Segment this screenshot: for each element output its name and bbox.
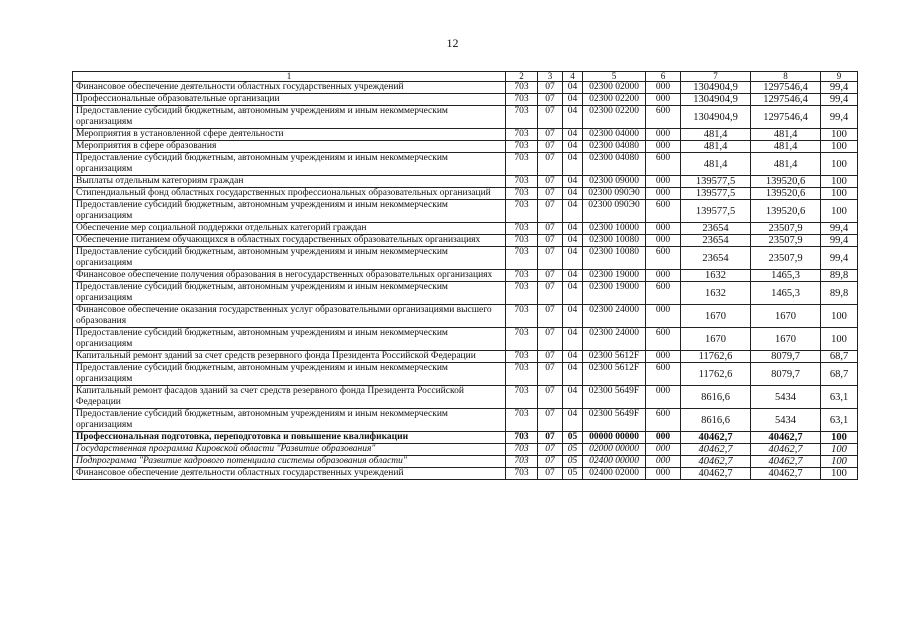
row-target-cell: 02300 5612F [583, 363, 646, 386]
row-expense-type-cell: 600 [646, 282, 681, 305]
row-planned-cell: 11762,6 [681, 351, 751, 363]
row-planned-cell: 40462,7 [681, 456, 751, 468]
table-row [73, 223, 858, 235]
row-section-cell: 07 [538, 409, 563, 432]
row-expense-type-cell: 600 [646, 153, 681, 176]
table-row [73, 328, 858, 351]
row-subsection-cell: 04 [563, 223, 583, 235]
table-row [73, 468, 858, 480]
row-subsection-cell: 04 [563, 270, 583, 282]
row-target-cell: 02000 00000 [583, 444, 646, 456]
row-section-cell: 07 [538, 129, 563, 141]
row-target-cell: 02300 5649F [583, 409, 646, 432]
row-target-cell: 02300 19000 [583, 270, 646, 282]
row-code-cell: 703 [506, 305, 538, 328]
row-section-cell: 07 [538, 270, 563, 282]
row-section-cell: 07 [538, 456, 563, 468]
row-planned-cell: 1670 [681, 305, 751, 328]
row-subsection-cell: 04 [563, 141, 583, 153]
row-planned-cell: 23654 [681, 235, 751, 247]
row-target-cell: 02300 02000 [583, 82, 646, 94]
row-executed-cell: 481,4 [751, 153, 821, 176]
table-row [73, 188, 858, 200]
row-section-cell: 07 [538, 351, 563, 363]
row-code-cell: 703 [506, 141, 538, 153]
table-row [73, 94, 858, 106]
row-percent-cell: 63,1 [821, 409, 858, 432]
row-code-cell: 703 [506, 106, 538, 129]
row-executed-cell: 40462,7 [751, 444, 821, 456]
row-planned-cell: 481,4 [681, 141, 751, 153]
header-cell: 3 [538, 72, 563, 82]
row-target-cell: 02300 5649F [583, 386, 646, 409]
row-planned-cell: 1304904,9 [681, 82, 751, 94]
row-section-cell: 07 [538, 153, 563, 176]
row-percent-cell: 100 [821, 141, 858, 153]
row-percent-cell: 100 [821, 456, 858, 468]
row-name-cell: Выплаты отдельным категориям граждан [73, 176, 506, 188]
row-executed-cell: 8079,7 [751, 363, 821, 386]
row-executed-cell: 5434 [751, 386, 821, 409]
row-planned-cell: 1670 [681, 328, 751, 351]
row-target-cell: 02300 090Э0 [583, 200, 646, 223]
row-section-cell: 07 [538, 328, 563, 351]
row-name-cell: Предоставление субсидий бюджетным, автономным учреждениям и иным некоммерческим организациям [73, 409, 506, 432]
row-target-cell: 02300 10000 [583, 223, 646, 235]
row-executed-cell: 481,4 [751, 141, 821, 153]
row-executed-cell: 1465,3 [751, 270, 821, 282]
row-target-cell: 02400 00000 [583, 456, 646, 468]
row-expense-type-cell: 600 [646, 106, 681, 129]
row-target-cell: 02300 19000 [583, 282, 646, 305]
table-row [73, 409, 858, 432]
row-percent-cell: 100 [821, 176, 858, 188]
row-section-cell: 07 [538, 468, 563, 480]
row-expense-type-cell: 600 [646, 247, 681, 270]
row-name-cell: Стипендиальный фонд областных государственных профессиональных образовательных организаций [73, 188, 506, 200]
table-row [73, 200, 858, 223]
row-executed-cell: 5434 [751, 409, 821, 432]
row-code-cell: 703 [506, 363, 538, 386]
row-percent-cell: 99,4 [821, 235, 858, 247]
row-target-cell: 02300 10080 [583, 235, 646, 247]
table-row [73, 247, 858, 270]
row-subsection-cell: 04 [563, 363, 583, 386]
row-executed-cell: 139520,6 [751, 188, 821, 200]
row-expense-type-cell: 000 [646, 351, 681, 363]
row-code-cell: 703 [506, 351, 538, 363]
row-executed-cell: 139520,6 [751, 200, 821, 223]
header-cell: 8 [751, 72, 821, 82]
row-planned-cell: 23654 [681, 247, 751, 270]
row-target-cell: 02300 5612F [583, 351, 646, 363]
row-subsection-cell: 05 [563, 468, 583, 480]
row-target-cell: 02300 10080 [583, 247, 646, 270]
row-executed-cell: 1465,3 [751, 282, 821, 305]
row-subsection-cell: 04 [563, 106, 583, 129]
row-executed-cell: 23507,9 [751, 247, 821, 270]
table-row [73, 82, 858, 94]
row-section-cell: 07 [538, 223, 563, 235]
row-section-cell: 07 [538, 106, 563, 129]
row-percent-cell: 100 [821, 444, 858, 456]
header-cell: 2 [506, 72, 538, 82]
row-executed-cell: 23507,9 [751, 223, 821, 235]
header-cell: 9 [821, 72, 858, 82]
row-planned-cell: 481,4 [681, 129, 751, 141]
row-name-cell: Предоставление субсидий бюджетным, автономным учреждениям и иным некоммерческим организациям [73, 328, 506, 351]
row-expense-type-cell: 000 [646, 270, 681, 282]
row-planned-cell: 139577,5 [681, 200, 751, 223]
row-planned-cell: 139577,5 [681, 188, 751, 200]
row-executed-cell: 139520,6 [751, 176, 821, 188]
header-cell: 6 [646, 72, 681, 82]
table-row [73, 106, 858, 129]
row-planned-cell: 1304904,9 [681, 106, 751, 129]
row-executed-cell: 40462,7 [751, 468, 821, 480]
row-percent-cell: 100 [821, 328, 858, 351]
row-expense-type-cell: 000 [646, 129, 681, 141]
row-expense-type-cell: 000 [646, 223, 681, 235]
row-expense-type-cell: 000 [646, 82, 681, 94]
table-row [73, 363, 858, 386]
header-cell: 4 [563, 72, 583, 82]
row-expense-type-cell: 000 [646, 94, 681, 106]
table-row [73, 141, 858, 153]
row-expense-type-cell: 600 [646, 363, 681, 386]
table-row [73, 282, 858, 305]
row-name-cell: Мероприятия в сфере образования [73, 141, 506, 153]
row-subsection-cell: 04 [563, 129, 583, 141]
row-subsection-cell: 04 [563, 82, 583, 94]
row-name-cell: Предоставление субсидий бюджетным, автономным учреждениям и иным некоммерческим организациям [73, 153, 506, 176]
row-name-cell: Предоставление субсидий бюджетным, автономным учреждениям и иным некоммерческим организациям [73, 200, 506, 223]
row-name-cell: Капитальный ремонт фасадов зданий за счет средств резервного фонда Президента Российской Федерации [73, 386, 506, 409]
row-name-cell: Финансовое обеспечение деятельности областных государственных учреждений [73, 82, 506, 94]
row-subsection-cell: 04 [563, 282, 583, 305]
row-executed-cell: 1670 [751, 305, 821, 328]
row-expense-type-cell: 600 [646, 328, 681, 351]
row-executed-cell: 1297546,4 [751, 82, 821, 94]
row-section-cell: 07 [538, 141, 563, 153]
row-percent-cell: 68,7 [821, 351, 858, 363]
row-code-cell: 703 [506, 129, 538, 141]
row-expense-type-cell: 600 [646, 409, 681, 432]
row-percent-cell: 100 [821, 432, 858, 444]
row-executed-cell: 23507,9 [751, 235, 821, 247]
row-subsection-cell: 04 [563, 200, 583, 223]
row-section-cell: 07 [538, 188, 563, 200]
row-name-cell: Подпрограмма "Развитие кадрового потенциала системы образования области" [73, 456, 506, 468]
row-percent-cell: 99,4 [821, 82, 858, 94]
row-section-cell: 07 [538, 432, 563, 444]
row-percent-cell: 99,4 [821, 247, 858, 270]
table-row [73, 444, 858, 456]
row-code-cell: 703 [506, 328, 538, 351]
row-executed-cell: 1297546,4 [751, 94, 821, 106]
row-subsection-cell: 04 [563, 351, 583, 363]
row-expense-type-cell: 000 [646, 188, 681, 200]
row-name-cell: Предоставление субсидий бюджетным, автономным учреждениям и иным некоммерческим организациям [73, 282, 506, 305]
row-percent-cell: 99,4 [821, 94, 858, 106]
row-expense-type-cell: 000 [646, 444, 681, 456]
row-planned-cell: 139577,5 [681, 176, 751, 188]
row-expense-type-cell: 600 [646, 200, 681, 223]
row-target-cell: 02300 24000 [583, 328, 646, 351]
row-subsection-cell: 04 [563, 247, 583, 270]
row-subsection-cell: 04 [563, 328, 583, 351]
table-row [73, 235, 858, 247]
row-percent-cell: 63,1 [821, 386, 858, 409]
row-planned-cell: 40462,7 [681, 444, 751, 456]
row-executed-cell: 1297546,4 [751, 106, 821, 129]
row-subsection-cell: 04 [563, 386, 583, 409]
row-subsection-cell: 04 [563, 153, 583, 176]
row-subsection-cell: 04 [563, 188, 583, 200]
row-name-cell: Профессиональные образовательные организации [73, 94, 506, 106]
row-section-cell: 07 [538, 247, 563, 270]
row-expense-type-cell: 000 [646, 468, 681, 480]
row-percent-cell: 89,8 [821, 282, 858, 305]
row-name-cell: Мероприятия в установленной сфере деятельности [73, 129, 506, 141]
row-section-cell: 07 [538, 386, 563, 409]
row-section-cell: 07 [538, 363, 563, 386]
row-code-cell: 703 [506, 235, 538, 247]
row-code-cell: 703 [506, 82, 538, 94]
row-code-cell: 703 [506, 444, 538, 456]
row-percent-cell: 89,8 [821, 270, 858, 282]
row-percent-cell: 99,4 [821, 223, 858, 235]
row-name-cell: Финансовое обеспечение получения образования в негосударственных образовательных организациях [73, 270, 506, 282]
row-code-cell: 703 [506, 282, 538, 305]
row-code-cell: 703 [506, 270, 538, 282]
row-code-cell: 703 [506, 409, 538, 432]
row-code-cell: 703 [506, 176, 538, 188]
row-code-cell: 703 [506, 468, 538, 480]
row-target-cell: 02300 02200 [583, 94, 646, 106]
row-expense-type-cell: 000 [646, 235, 681, 247]
row-expense-type-cell: 000 [646, 456, 681, 468]
table-header-row [73, 72, 858, 82]
table-row [73, 129, 858, 141]
row-name-cell: Предоставление субсидий бюджетным, автономным учреждениям и иным некоммерческим организациям [73, 106, 506, 129]
row-code-cell: 703 [506, 223, 538, 235]
row-name-cell: Профессиональная подготовка, переподготовка и повышение квалификации [73, 432, 506, 444]
row-code-cell: 703 [506, 456, 538, 468]
row-code-cell: 703 [506, 200, 538, 223]
row-section-cell: 07 [538, 235, 563, 247]
row-expense-type-cell: 000 [646, 432, 681, 444]
row-name-cell: Обеспечение мер социальной поддержки отдельных категорий граждан [73, 223, 506, 235]
row-planned-cell: 1632 [681, 270, 751, 282]
row-section-cell: 07 [538, 176, 563, 188]
row-subsection-cell: 05 [563, 432, 583, 444]
row-name-cell: Капитальный ремонт зданий за счет средств резервного фонда Президента Российской Федерации [73, 351, 506, 363]
row-section-cell: 07 [538, 444, 563, 456]
row-target-cell: 02300 04000 [583, 129, 646, 141]
row-subsection-cell: 04 [563, 94, 583, 106]
row-section-cell: 07 [538, 305, 563, 328]
row-percent-cell: 100 [821, 188, 858, 200]
page-number: 12 [446, 36, 459, 50]
row-executed-cell: 481,4 [751, 129, 821, 141]
row-planned-cell: 8616,6 [681, 409, 751, 432]
row-percent-cell: 68,7 [821, 363, 858, 386]
row-expense-type-cell: 000 [646, 141, 681, 153]
row-target-cell: 02300 24000 [583, 305, 646, 328]
row-subsection-cell: 05 [563, 444, 583, 456]
row-planned-cell: 11762,6 [681, 363, 751, 386]
row-name-cell: Финансовое обеспечение деятельности областных государственных учреждений [73, 468, 506, 480]
row-expense-type-cell: 000 [646, 305, 681, 328]
row-code-cell: 703 [506, 386, 538, 409]
row-planned-cell: 23654 [681, 223, 751, 235]
row-name-cell: Предоставление субсидий бюджетным, автономным учреждениям и иным некоммерческим организациям [73, 247, 506, 270]
row-executed-cell: 40462,7 [751, 432, 821, 444]
row-code-cell: 703 [506, 94, 538, 106]
row-subsection-cell: 04 [563, 235, 583, 247]
row-subsection-cell: 05 [563, 456, 583, 468]
row-section-cell: 07 [538, 82, 563, 94]
table-row [73, 456, 858, 468]
budget-table [72, 71, 858, 480]
row-name-cell: Финансовое обеспечение оказания государственных услуг образовательными организациями высшего образования [73, 305, 506, 328]
row-target-cell: 02400 02000 [583, 468, 646, 480]
row-name-cell: Государственная программа Кировской области "Развитие образования" [73, 444, 506, 456]
row-planned-cell: 481,4 [681, 153, 751, 176]
row-percent-cell: 100 [821, 153, 858, 176]
row-code-cell: 703 [506, 247, 538, 270]
row-percent-cell: 100 [821, 129, 858, 141]
row-expense-type-cell: 000 [646, 176, 681, 188]
row-executed-cell: 40462,7 [751, 456, 821, 468]
row-executed-cell: 1670 [751, 328, 821, 351]
row-section-cell: 07 [538, 282, 563, 305]
row-planned-cell: 40462,7 [681, 432, 751, 444]
row-subsection-cell: 04 [563, 409, 583, 432]
row-percent-cell: 99,4 [821, 106, 858, 129]
header-cell: 7 [681, 72, 751, 82]
header-cell: 1 [73, 72, 506, 82]
row-section-cell: 07 [538, 94, 563, 106]
row-target-cell: 02300 04080 [583, 153, 646, 176]
table-row [73, 432, 858, 444]
row-percent-cell: 100 [821, 305, 858, 328]
row-target-cell: 02300 09000 [583, 176, 646, 188]
row-section-cell: 07 [538, 200, 563, 223]
row-name-cell: Предоставление субсидий бюджетным, автономным учреждениям и иным некоммерческим организациям [73, 363, 506, 386]
header-cell: 5 [583, 72, 646, 82]
row-code-cell: 703 [506, 153, 538, 176]
table-row [73, 270, 858, 282]
table-row [73, 176, 858, 188]
row-name-cell: Обеспечение питанием обучающихся в областных государственных образовательных организациях [73, 235, 506, 247]
table-row [73, 153, 858, 176]
row-percent-cell: 100 [821, 468, 858, 480]
row-target-cell: 02300 02200 [583, 106, 646, 129]
row-planned-cell: 40462,7 [681, 468, 751, 480]
table-row [73, 351, 858, 363]
row-code-cell: 703 [506, 188, 538, 200]
row-executed-cell: 8079,7 [751, 351, 821, 363]
row-target-cell: 00000 00000 [583, 432, 646, 444]
row-planned-cell: 1304904,9 [681, 94, 751, 106]
row-expense-type-cell: 000 [646, 386, 681, 409]
row-planned-cell: 1632 [681, 282, 751, 305]
table-row [73, 386, 858, 409]
row-target-cell: 02300 04080 [583, 141, 646, 153]
row-planned-cell: 8616,6 [681, 386, 751, 409]
row-percent-cell: 100 [821, 200, 858, 223]
row-subsection-cell: 04 [563, 305, 583, 328]
table-row [73, 305, 858, 328]
row-code-cell: 703 [506, 432, 538, 444]
row-target-cell: 02300 090Э0 [583, 188, 646, 200]
row-subsection-cell: 04 [563, 176, 583, 188]
